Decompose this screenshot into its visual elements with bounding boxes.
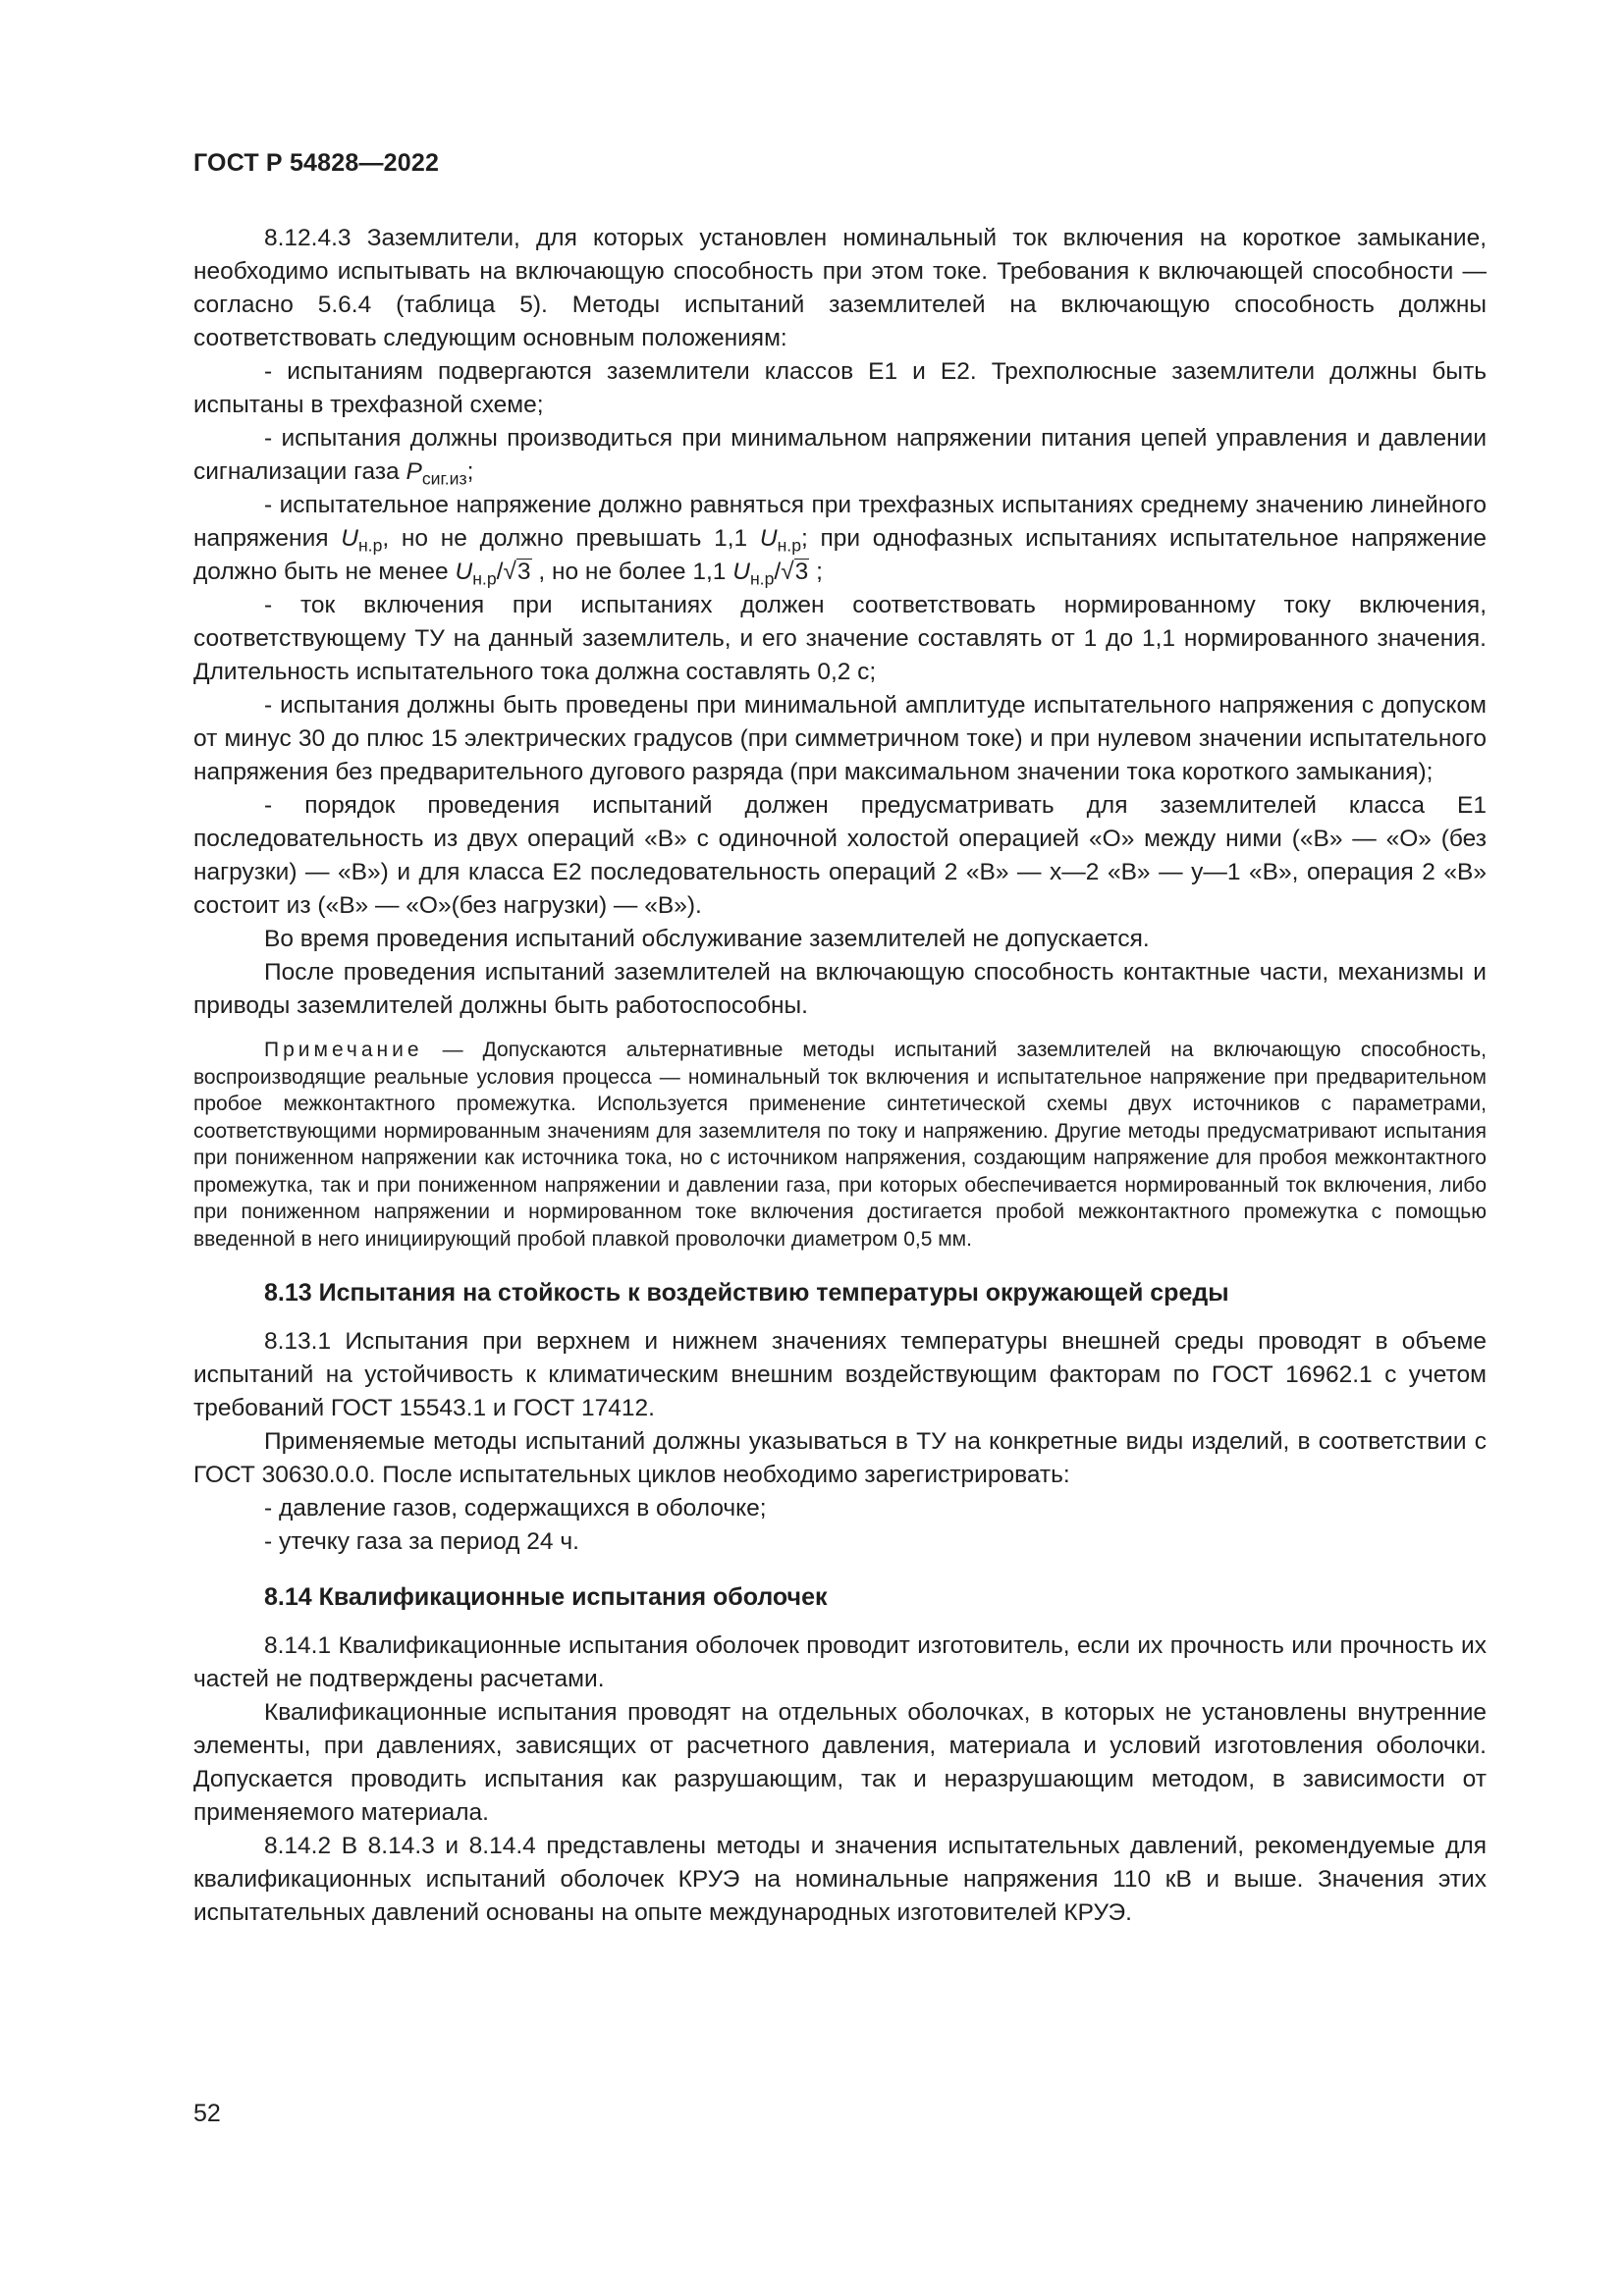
voltage-symbol: U: [732, 559, 750, 585]
slash-symbol: /: [774, 559, 782, 585]
slash-symbol: /: [496, 559, 504, 585]
note-label: Примечание: [264, 1039, 423, 1061]
sqrt-sign: √: [503, 559, 516, 585]
list-item: [193, 489, 1487, 589]
note-text: — Допускаются альтернативные методы испытаний заземлителей на включающую способность, воспроизводящие реальные условия процесса — номинальный ток включения и испытательное напряжение при предварительном пробое межконтактного промежутка. Используется применение синтетической схемы двух источников с параметрами, соответствующими нормированным значениям для заземлителя по току и напряжению. Другие методы предусматривают испытания при пониженном напряжении как источника тока, но с источником напряжения, создающим напряжение для пробоя межконтактного промежутка, так и при пониженном напряжении и давлении газа, при которых обеспечивается нормированный ток включения, либо при пониженном напряжении и нормированном токе включения достигается пробой межконтактного промежутка с помощью введенной в него инициирующий пробой плавкой проволочки диаметром 0,5 мм.: [193, 1039, 1487, 1251]
sqrt-sign: √: [781, 559, 794, 585]
note-block: [193, 1037, 1487, 1253]
sqrt-argument: 3: [794, 559, 809, 585]
list-item: - ток включения при испытаниях должен соответствовать нормированному току включения, соответствующему ТУ на данный заземлитель, и его значение составлять от 1 до 1,1 нормированного значения. Длительность испытательного тока должна составлять 0,2 с;: [193, 592, 1487, 685]
voltage-subscript: н.р: [357, 535, 383, 556]
list-item: - давление газов, содержащихся в оболочке;: [264, 1495, 767, 1522]
list-item-text: - испытания должны производиться при минимальном напряжении питания цепей управления и давлении сигнализации газа: [193, 425, 1487, 485]
paragraph-8-14-1: 8.14.1 Квалификационные испытания оболочек проводит изготовитель, если их прочность или прочность их частей не подтверждены расчетами.: [193, 1632, 1487, 1692]
voltage-symbol: U: [341, 525, 358, 552]
paragraph: Применяемые методы испытаний должны указываться в ТУ на конкретные виды изделий, в соответствии с ГОСТ 30630.0.0. После испытательных циклов необходимо зарегистрировать:: [193, 1428, 1487, 1488]
list-item: - утечку газа за период 24 ч.: [264, 1528, 579, 1555]
page-number: 52: [193, 2100, 221, 2127]
voltage-subscript: н.р: [777, 535, 801, 556]
voltage-symbol: U: [455, 559, 473, 585]
gas-pressure-subscript: сиг.из: [421, 468, 467, 489]
paragraph-8-13-1: 8.13.1 Испытания при верхнем и нижнем значениях температуры внешней среды проводят в объеме испытаний на устойчивость к климатическим внешним воздействующим факторам по ГОСТ 16962.1 с учетом требований ГОСТ 15543.1 и ГОСТ 17412.: [193, 1328, 1487, 1421]
page-body: [193, 222, 1487, 1930]
list-item: - испытания должны быть проведены при минимальной амплитуде испытательного напряжения с допуском от минус 30 до плюс 15 электрических градусов (при симметричном токе) и при нулевом значении испытательного напряжения без предварительного дугового разряда (при максимальном значении тока короткого замыкания);: [193, 692, 1487, 785]
list-item-text: , но не более 1,1: [531, 559, 733, 585]
list-item-text: ; при однофазных испытаниях испытательное напряжение должно быть не менее: [193, 525, 1487, 585]
voltage-subscript: н.р: [749, 568, 775, 589]
paragraph: Квалификационные испытания проводят на отдельных оболочках, в которых не установлены внутренние элементы, при давлениях, зависящих от расчетного давления, материала и условий изготовления оболочки. Допускается проводить испытания как разрушающим, так и неразрушающим методом, в зависимости от применяемого материала.: [193, 1699, 1487, 1826]
list-item-text: ;: [466, 458, 474, 485]
section-heading-8-13: 8.13 Испытания на стойкость к воздействию температуры окружающей среды: [264, 1279, 1229, 1307]
list-item-text: - испытательное напряжение должно равняться при трехфазных испытаниях среднему значению линейного напряжения: [193, 492, 1487, 552]
paragraph: После проведения испытаний заземлителей на включающую способность контактные части, механизмы и приводы заземлителей должны быть работоспособны.: [193, 959, 1487, 1019]
list-item: - испытаниям подвергаются заземлители классов Е1 и Е2. Трехполюсные заземлители должны быть испытаны в трехфазной схеме;: [193, 358, 1487, 418]
paragraph-8-14-2: 8.14.2 В 8.14.3 и 8.14.4 представлены методы и значения испытательных давлений, рекомендуемые для квалификационных испытаний оболочек КРУЭ на номинальные напряжения 110 кВ и выше. Значения этих испытательных давлений основаны на опыте международных изготовителей КРУЭ.: [193, 1833, 1487, 1926]
list-item-text: , но не должно превышать 1,1: [382, 525, 760, 552]
voltage-symbol: U: [759, 525, 778, 552]
paragraph-8-12-4-3: 8.12.4.3 Заземлители, для которых установлен номинальный ток включения на короткое замыкание, необходимо испытывать на включающую способность при этом токе. Требования к включающей способности — согласно 5.6.4 (таблица 5). Методы испытаний заземлителей на включающую способность должны соответствовать следующим основным положениям:: [193, 225, 1487, 351]
gas-pressure-symbol: P: [406, 458, 422, 485]
sqrt-argument: 3: [516, 559, 531, 585]
list-item: - порядок проведения испытаний должен предусматривать для заземлителей класса Е1 последовательность из двух операций «В» с одиночной холостой операцией «О» между ними («В» — «О» (без нагрузки) — «В») и для класса Е2 последовательность операций 2 «В» — x—2 «В» — y—1 «В», операция 2 «В» состоит из («В» — «О»(без нагрузки) — «В»).: [193, 792, 1487, 919]
list-item-text: ;: [809, 559, 823, 585]
section-heading-8-14: 8.14 Квалификационные испытания оболочек: [264, 1583, 828, 1611]
voltage-subscript: н.р: [472, 568, 497, 589]
list-item: [193, 422, 1487, 489]
document-header: ГОСТ Р 54828—2022: [193, 149, 440, 177]
paragraph: Во время проведения испытаний обслуживание заземлителей не допускается.: [264, 926, 1150, 952]
